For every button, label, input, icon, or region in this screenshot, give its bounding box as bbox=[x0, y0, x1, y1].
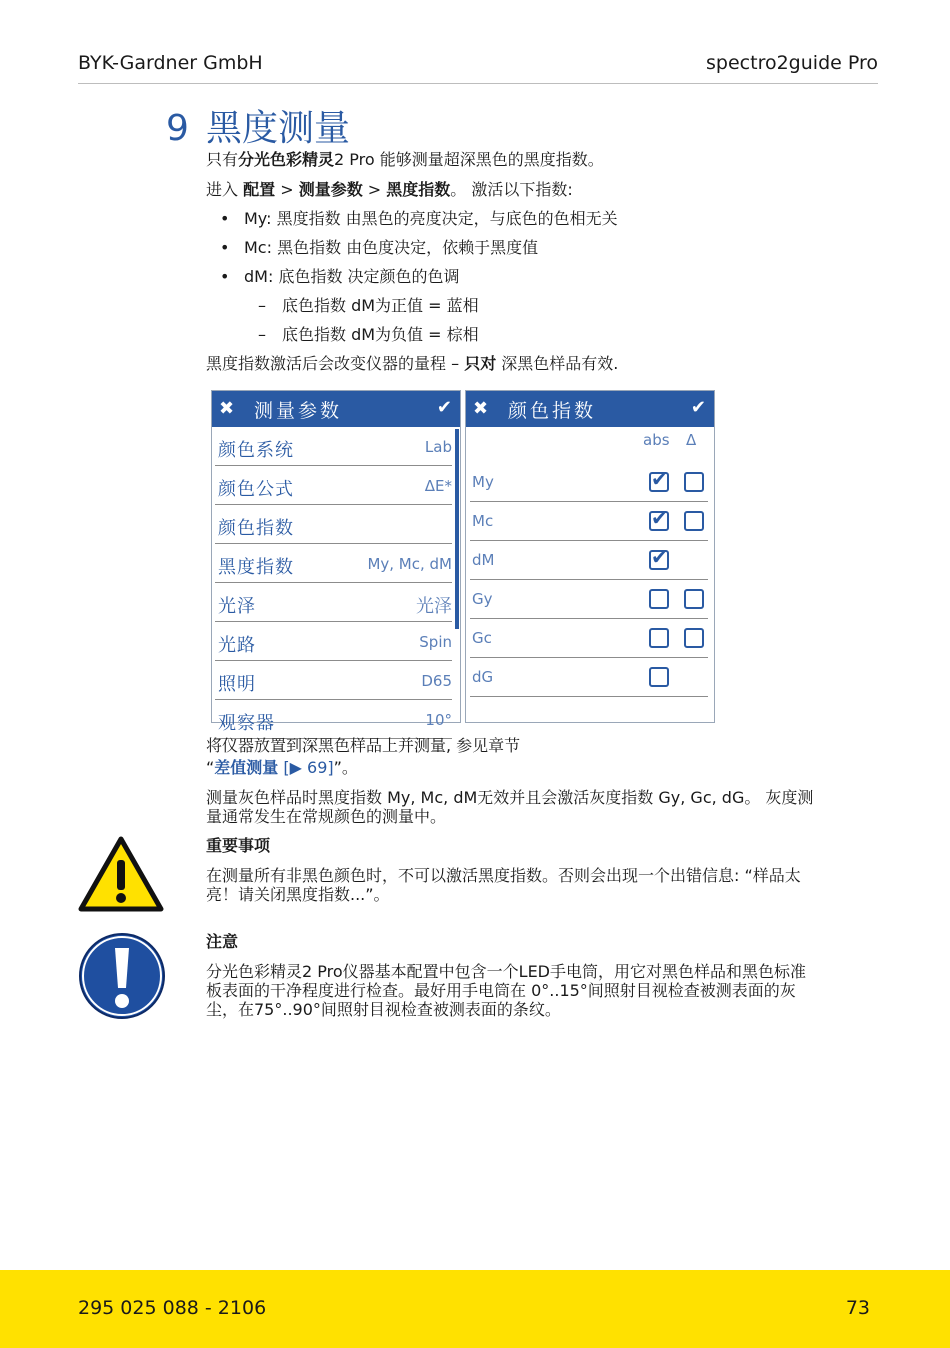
panel-title-bar bbox=[212, 391, 460, 427]
gray-post: 。 灰度测 bbox=[744, 788, 814, 807]
range-pre: 黑度指数激活后会改变仪器的量程 – bbox=[206, 354, 465, 373]
range-post: 深黑色样品有效. bbox=[496, 354, 619, 373]
important-heading: 重要事项 bbox=[206, 836, 271, 855]
nav-step-params: 测量参数 bbox=[298, 180, 363, 199]
menu-row-color-index[interactable] bbox=[215, 505, 452, 544]
intro-pre: 只有 bbox=[206, 150, 239, 169]
page-title bbox=[166, 100, 350, 151]
gray-note-line1 bbox=[206, 788, 813, 808]
nav-step-blackness: 黑度指数 bbox=[386, 180, 451, 199]
abs-checkbox[interactable] bbox=[649, 506, 669, 531]
index-label: Mc bbox=[472, 512, 494, 530]
place-line1: 将仪器放置到深黑色样品上并测量, 参见章节 bbox=[206, 736, 521, 755]
menu-row-color-system[interactable] bbox=[215, 427, 452, 466]
nav-pre: 进入 bbox=[206, 180, 244, 199]
sub-bullet-positive bbox=[258, 296, 479, 316]
row-value: 10° bbox=[425, 711, 452, 729]
chapter-number: 9 bbox=[166, 108, 189, 149]
sub-text: 底色指数 dM为正值 = 蓝相 bbox=[282, 296, 479, 315]
row-value: Lab bbox=[424, 438, 452, 456]
abs-checkbox[interactable] bbox=[649, 589, 669, 609]
menu-row-color-formula[interactable] bbox=[215, 466, 452, 505]
panel-title-bar bbox=[466, 391, 714, 427]
chapter-title: 黑度测量 bbox=[206, 108, 351, 149]
sub-dash: – bbox=[258, 296, 266, 315]
delta-checkbox[interactable] bbox=[684, 589, 704, 609]
abs-checkbox[interactable] bbox=[649, 545, 669, 570]
intro-bold: 分光色彩精灵 bbox=[238, 150, 335, 169]
nav-post: 。 激活以下指数: bbox=[450, 180, 573, 199]
row-label: 黑度指数 bbox=[218, 557, 294, 578]
gray-note-line2: 量通常发生在常规颜色的测量中。 bbox=[206, 807, 447, 826]
delta-column-label: Δ bbox=[686, 431, 697, 449]
row-label: 光泽 bbox=[218, 596, 256, 617]
measurement-params-panel bbox=[211, 390, 461, 734]
color-index-panel bbox=[465, 390, 715, 723]
bullet-dot: • bbox=[220, 267, 230, 286]
check-icon[interactable]: ✔ bbox=[690, 397, 706, 418]
row-label: 光路 bbox=[218, 635, 256, 656]
quote-close: ”。 bbox=[333, 758, 358, 777]
bullet-desc: : 底色指数 决定颜色的色调 bbox=[267, 267, 460, 286]
check-icon: ✔ bbox=[651, 506, 668, 530]
quote-open: “ bbox=[206, 758, 215, 777]
sub-bullet-negative bbox=[258, 325, 479, 345]
row-label: 颜色系统 bbox=[218, 440, 294, 461]
important-line2: 亮！请关闭黑度指数...”。 bbox=[206, 885, 390, 904]
row-value: ΔE* bbox=[424, 477, 452, 495]
delta-checkbox[interactable] bbox=[684, 628, 704, 648]
nav-sep: > bbox=[275, 180, 299, 199]
bullet-mc bbox=[220, 238, 538, 258]
row-value: Spin bbox=[419, 633, 452, 651]
row-label: 照明 bbox=[218, 674, 256, 695]
check-icon: ✔ bbox=[651, 467, 668, 491]
menu-row-observer[interactable] bbox=[215, 700, 452, 739]
exclamation-circle-icon bbox=[78, 932, 166, 1020]
index-row-my bbox=[470, 463, 708, 502]
important-line1: 在测量所有非黑色颜色时，不可以激活黑度指数。否则会出现一个出错信息: “样品太 bbox=[206, 866, 801, 885]
note-line1: 分光色彩精灵2 Pro仪器基本配置中包含一个LED手电筒，用它对黑色样品和黑色标准 bbox=[206, 962, 806, 981]
delta-checkbox[interactable] bbox=[684, 472, 704, 492]
gray-pre: 测量灰色样品时黑度指数 bbox=[206, 788, 388, 807]
page-number: 73 bbox=[845, 1297, 870, 1319]
close-icon[interactable]: ✖ bbox=[473, 398, 489, 419]
row-label: 颜色公式 bbox=[218, 479, 294, 500]
bullet-my bbox=[220, 209, 618, 229]
index-row-mc bbox=[470, 502, 708, 541]
note-heading: 注意 bbox=[206, 932, 239, 951]
check-icon[interactable]: ✔ bbox=[436, 397, 452, 418]
scrollbar[interactable] bbox=[455, 429, 459, 629]
bullet-desc: : 黑色指数 由色度决定，依赖于黑度值 bbox=[266, 238, 539, 257]
bullet-dot: • bbox=[220, 238, 230, 257]
bullet-desc: : 黑度指数 由黑色的亮度决定，与底色的色相无关 bbox=[266, 209, 618, 228]
nav-step-config: 配置 bbox=[243, 180, 276, 199]
abs-checkbox[interactable] bbox=[649, 628, 669, 648]
menu-row-gloss[interactable] bbox=[215, 583, 452, 622]
menu-row-blackness-index[interactable] bbox=[215, 544, 452, 583]
gray-gray-indices: Gy, Gc, dG bbox=[658, 788, 745, 807]
row-label: 观察器 bbox=[218, 713, 275, 734]
bullet-dot: • bbox=[220, 209, 230, 228]
header-divider bbox=[78, 83, 878, 84]
index-row-gc bbox=[470, 619, 708, 658]
place-instruction bbox=[206, 736, 520, 756]
nav-path-paragraph bbox=[206, 180, 573, 200]
bullet-term: My bbox=[244, 209, 267, 228]
sub-dash: – bbox=[258, 325, 266, 344]
sub-text: 底色指数 dM为负值 = 棕相 bbox=[282, 325, 479, 344]
difference-measurement-link[interactable]: 差值测量 bbox=[214, 758, 279, 777]
nav-sep: > bbox=[362, 180, 387, 199]
row-value: My, Mc, dM bbox=[367, 555, 452, 573]
document-number: 295 025 088 - 2106 bbox=[78, 1297, 267, 1319]
menu-row-optical-path[interactable] bbox=[215, 622, 452, 661]
bullet-dm bbox=[220, 267, 460, 287]
gray-mid: 无效并且会激活灰度指数 bbox=[477, 788, 659, 807]
index-label: dG bbox=[472, 668, 494, 686]
header-product: spectro2guide Pro bbox=[706, 52, 878, 74]
note-line3: 尘，在75°..90°间照射目视检查被测表面的条纹。 bbox=[206, 1000, 561, 1019]
gray-black-indices: My, Mc, dM bbox=[387, 788, 478, 807]
row-value: 光泽 bbox=[416, 596, 452, 617]
index-row-gy bbox=[470, 580, 708, 619]
place-reference bbox=[206, 758, 358, 778]
panel-title: 颜色指数 bbox=[508, 400, 597, 422]
index-label: Gy bbox=[472, 590, 493, 608]
panel-title: 测量参数 bbox=[254, 400, 343, 422]
index-row-dg bbox=[470, 658, 708, 697]
delta-checkbox[interactable] bbox=[684, 511, 704, 531]
index-label: dM bbox=[472, 551, 495, 569]
intro-paragraph bbox=[206, 150, 604, 170]
abs-checkbox[interactable] bbox=[649, 667, 669, 687]
abs-column-label: abs bbox=[643, 431, 670, 449]
row-label: 颜色指数 bbox=[218, 518, 294, 539]
index-row-dm bbox=[470, 541, 708, 580]
column-header bbox=[466, 427, 714, 463]
menu-row-illuminant[interactable] bbox=[215, 661, 452, 700]
note-line2: 板表面的干净程度进行检查。最好用手电筒在 0°..15°间照射目视检查被测表面的灰 bbox=[206, 981, 796, 1000]
check-icon: ✔ bbox=[651, 545, 668, 569]
row-value: D65 bbox=[421, 672, 452, 690]
index-label: My bbox=[472, 473, 494, 491]
abs-checkbox[interactable] bbox=[649, 467, 669, 492]
intro-post: 2 Pro 能够测量超深黑色的黑度指数。 bbox=[334, 150, 604, 169]
range-bold: 只对 bbox=[464, 354, 497, 373]
bullet-term: dM bbox=[244, 267, 268, 286]
range-note bbox=[206, 354, 618, 374]
index-label: Gc bbox=[472, 629, 492, 647]
page-reference-link[interactable]: [▶ 69] bbox=[278, 758, 334, 777]
close-icon[interactable]: ✖ bbox=[219, 398, 235, 419]
bullet-term: Mc bbox=[244, 238, 267, 257]
warning-icon bbox=[78, 836, 164, 912]
header-company: BYK-Gardner GmbH bbox=[78, 52, 263, 74]
